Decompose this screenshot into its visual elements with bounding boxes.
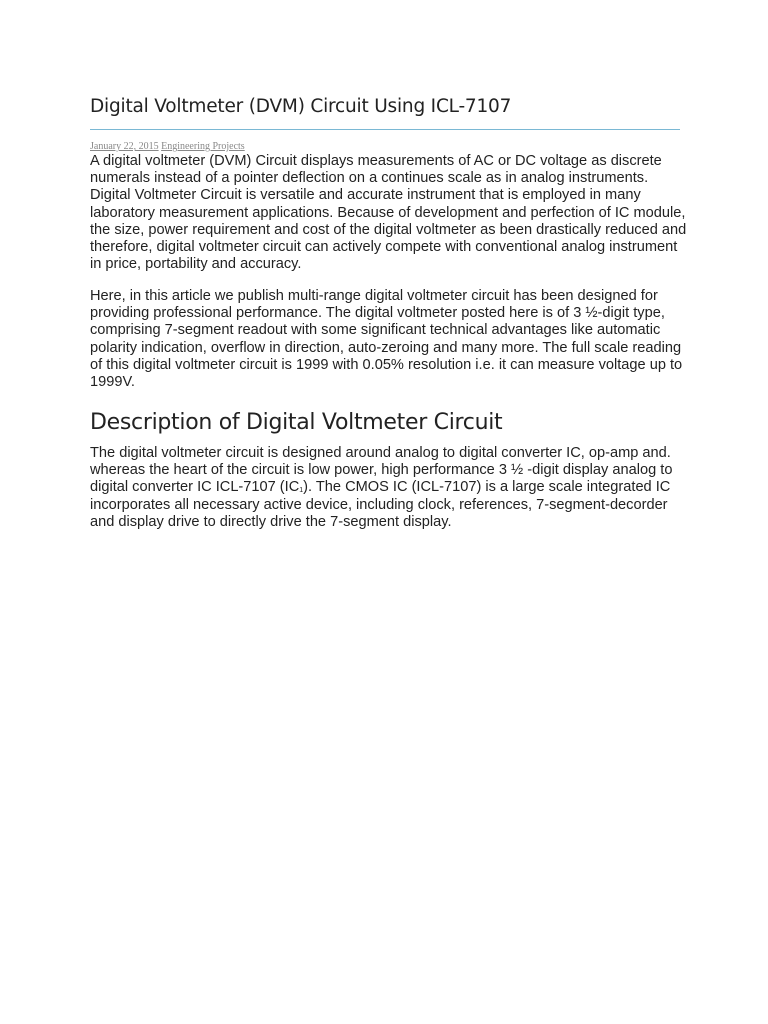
post-meta [90, 141, 245, 153]
title-divider [90, 129, 680, 130]
post-date-link[interactable]: January 22, 2015 [90, 141, 159, 152]
intro-paragraph: A digital voltmeter (DVM) Circuit displays measurements of AC or DC voltage as discrete numerals instead of a pointer deflection on a continues scale as in analog instruments. Digital Voltmeter Circuit is versatile and accurate instrument that is employed in many laboratory measurement applications. Because of development and perfection of IC module, the size, power requirement and cost of the digital voltmeter as been drastically reduced and therefore, digital voltmeter circuit can actively compete with conventional analog instrument in price, portability and accuracy. [90, 153, 687, 273]
description-paragraph [90, 445, 690, 531]
description-text-start: The digital voltmeter circuit is designed around analog to digital converter IC, op-amp and. whereas the heart of the circuit is low power, high performance 3 ½ -digit display analog to digital converter IC ICL-7107 (IC [90, 445, 673, 496]
section-heading: Description of Digital Voltmeter Circuit [90, 410, 503, 435]
ic-subscript: 1 [299, 487, 304, 495]
category-link[interactable]: Engineering Projects [161, 141, 245, 152]
article-title: Digital Voltmeter (DVM) Circuit Using ICL-7107 [90, 96, 512, 117]
description-text-end: ). The CMOS IC (ICL-7107) is a large scale integrated IC incorporates all necessary active device, including clock, references, 7-segment-decorder and display drive to directly drive the 7-segment display. [90, 479, 671, 530]
details-paragraph: Here, in this article we publish multi-range digital voltmeter circuit has been designed for providing professional performance. The digital voltmeter posted here is of 3 ½-digit type, comprising 7-segment readout with some significant technical advantages like automatic polarity indication, overflow in direction, auto-zeroing and many more. The full scale reading of this digital voltmeter circuit is 1999 with 0.05% resolution i.e. it can measure voltage up to 1999V. [90, 288, 683, 391]
